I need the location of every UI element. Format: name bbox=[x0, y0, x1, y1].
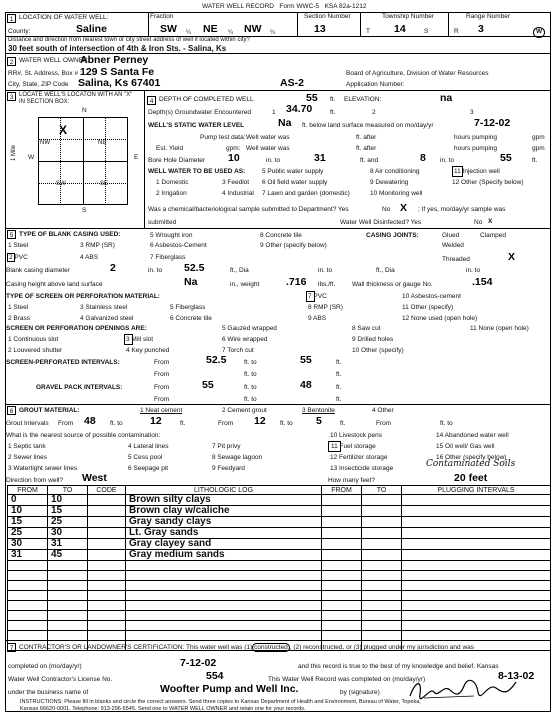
cont-septic: 1 Septic tank bbox=[8, 443, 46, 450]
signature-label: by (signature) bbox=[340, 689, 380, 696]
section5-number: 5 bbox=[7, 230, 16, 239]
screen-stainless: 3 Stainless steel bbox=[80, 304, 128, 311]
from-label: From bbox=[154, 396, 170, 403]
table-row bbox=[8, 581, 551, 591]
section-label: Section Number bbox=[304, 13, 351, 20]
north-label: N bbox=[82, 107, 87, 114]
in-to-label: in. to bbox=[148, 267, 163, 274]
ft-label: ft. bbox=[330, 96, 336, 103]
grout-to-2: 5 bbox=[316, 415, 322, 427]
nw-label: NW bbox=[40, 140, 50, 146]
grout-intervals-label: Grout Intervals bbox=[6, 420, 49, 427]
cont-fertilizer: 12 Fertilizer storage bbox=[330, 454, 388, 461]
section-value: 13 bbox=[314, 23, 326, 35]
row-from: 10 bbox=[8, 506, 48, 517]
ft-label: ft. bbox=[330, 109, 336, 116]
certification-text: CONTRACTOR'S OR LANDOWNER'S CERTIFICATION: This water well was (1) constructed , (2) reconstructed, or (3) plugged under my jurisdiction and was bbox=[19, 644, 475, 651]
grout-from-1: 48 bbox=[84, 415, 96, 427]
section6-number: 6 bbox=[7, 406, 16, 415]
divider bbox=[5, 90, 551, 91]
cont-feedyard: 9 Feedyard bbox=[212, 465, 245, 472]
ew-value: W bbox=[533, 27, 545, 38]
section7-number: 7 bbox=[7, 643, 16, 652]
record-label: This Water Well Record was completed on (mo/day/yr) bbox=[268, 676, 426, 683]
well-water-label: Well water was bbox=[246, 134, 290, 141]
grid-line bbox=[38, 183, 128, 184]
use-label: WELL WATER TO BE USED AS: bbox=[148, 168, 246, 175]
completed-value: 7-12-02 bbox=[180, 657, 217, 669]
dis-no-mark: X bbox=[488, 218, 493, 225]
open-wire: 6 Wire wrapped bbox=[222, 336, 268, 343]
east-label: E bbox=[134, 154, 139, 161]
chem-no-mark: X bbox=[400, 202, 408, 214]
open-other: 10 Other (specify) bbox=[352, 347, 404, 354]
quarter-2: NE bbox=[203, 23, 218, 35]
lbs-ft-label: lbs./ft. bbox=[318, 281, 336, 288]
row-from: 30 bbox=[8, 539, 48, 550]
as-value: AS-2 bbox=[280, 77, 304, 89]
grout-bentonite: 3 Bentonite bbox=[302, 407, 335, 414]
from-label: From bbox=[154, 384, 170, 391]
table-row bbox=[8, 611, 551, 621]
signature bbox=[404, 676, 524, 702]
form-title: WATER WELL RECORD Form WWC-5 KSA 82a-1212 bbox=[202, 3, 367, 10]
gw-1: 1 bbox=[272, 109, 276, 116]
disinfected-label: Water Well Disinfected? Yes bbox=[340, 219, 422, 226]
instructions-line2: Kansas 66620-0001. Telephone: 913-296-5545. Send one to WATER WELL OWNER and retain one for your records. bbox=[20, 706, 306, 712]
col-code: CODE bbox=[88, 486, 126, 495]
distance-value: 30 feet south of intersection of 4th & Iron Sts. - Salina, Ks bbox=[8, 44, 227, 53]
col-from: FROM bbox=[8, 486, 48, 495]
open-drilled: 9 Drilled holes bbox=[352, 336, 394, 343]
row-from: 15 bbox=[8, 517, 48, 528]
col-plugging: PLUGGING INTERVALS bbox=[402, 486, 551, 495]
table-row bbox=[8, 561, 551, 571]
screen-concrete: 6 Concrete tile bbox=[170, 315, 212, 322]
ft-label: ft. bbox=[336, 371, 342, 378]
table-row bbox=[8, 621, 551, 631]
row-to: 30 bbox=[48, 528, 88, 539]
divider bbox=[360, 12, 361, 36]
instructions-line1: INSTRUCTIONS: Please fill in blanks and circle the correct answers. Send three copies to Kansas Department of Health and Environment, Bureau of Water, Topeka, bbox=[20, 699, 421, 705]
use-aircon: 8 Air conditioning bbox=[370, 168, 420, 175]
height-value: Na bbox=[184, 276, 198, 288]
ft-to-label: ft. to bbox=[244, 359, 257, 366]
use-oilfield: 6 Oil field water supply bbox=[262, 179, 328, 186]
thickness-value: .154 bbox=[472, 276, 493, 288]
diameter-to: 52.5 bbox=[184, 262, 205, 274]
no-label: No bbox=[382, 206, 391, 213]
ft-label: ft. bbox=[532, 157, 538, 164]
hours-label: hours pumping bbox=[454, 134, 497, 141]
well-location-mark: X bbox=[59, 123, 68, 137]
direction-value: West bbox=[82, 472, 107, 484]
use-monitoring: 10 Monitoring well bbox=[370, 190, 423, 197]
address-label: RR#, St. Address, Box # : bbox=[8, 70, 82, 77]
open-continuous: 1 Continuous slot bbox=[8, 336, 59, 343]
quarter-3: NW bbox=[244, 23, 262, 35]
chem-label: Was a chemical/bacteriological sample submitted to Department? Yes bbox=[148, 206, 349, 213]
row-to: 10 bbox=[48, 495, 88, 506]
county-label: County: bbox=[8, 28, 31, 35]
casing-abs: 4 ABS bbox=[80, 254, 99, 261]
casing-rmp: 3 RMP (SR) bbox=[80, 242, 115, 249]
section2-number: 2 bbox=[7, 57, 16, 66]
screen-abs: 9 ABS bbox=[308, 315, 327, 322]
bore-to: 31 bbox=[314, 152, 326, 164]
joints-threaded: Threaded bbox=[442, 256, 470, 263]
grout-to-1: 12 bbox=[150, 415, 162, 427]
dis-no-label: No bbox=[474, 219, 483, 226]
weight-label: in., weight bbox=[230, 281, 260, 288]
open-saw: 8 Saw cut bbox=[352, 325, 381, 332]
after-label: ft. after bbox=[356, 145, 377, 152]
ne-label: NE bbox=[98, 140, 107, 146]
gpm-label: gpm bbox=[532, 145, 545, 152]
grid-line bbox=[38, 139, 128, 140]
bore-value: 10 bbox=[228, 152, 240, 164]
ft-to-label: ft. to bbox=[244, 384, 257, 391]
grout-other: 4 Other bbox=[372, 407, 394, 414]
gw-3: 3 bbox=[470, 109, 474, 116]
table-row bbox=[8, 571, 551, 581]
divider bbox=[5, 640, 551, 641]
contamination-note: Contaminated Soils bbox=[426, 459, 516, 469]
well-water-label: Well water was bbox=[246, 145, 290, 152]
locate-label: LOCATE WELL'S LOCATON WITH AN "X" IN SECTION BOX: bbox=[19, 92, 133, 105]
in-to-label: in. to bbox=[318, 267, 333, 274]
in-to-label: in. to bbox=[466, 267, 481, 274]
spi-label: SCREEN-PERFORATED INTERVALS: bbox=[6, 359, 120, 366]
ft-label: ft. bbox=[336, 396, 342, 403]
col-to: TO bbox=[48, 486, 88, 495]
business-label: under the business name of bbox=[8, 689, 89, 696]
cont-fuel: 11 Fuel storage bbox=[331, 443, 376, 450]
true-text: and this record is true to the best of my knowledge and belief. Kansas bbox=[298, 663, 499, 670]
screen-rmp: 8 RMP (SR) bbox=[308, 304, 343, 311]
after-label: ft. after bbox=[356, 134, 377, 141]
casing-other: 9 Other (specify below) bbox=[260, 242, 327, 249]
row-to: 31 bbox=[48, 539, 88, 550]
screen-label: TYPE OF SCREEN OR PERFORATION MATERIAL: bbox=[6, 293, 160, 300]
casing-fiberglass: 7 Fiberglass bbox=[150, 254, 186, 261]
row-from: 31 bbox=[8, 550, 48, 561]
use-injection: 11 Injection well bbox=[454, 168, 500, 175]
table-row bbox=[8, 495, 551, 506]
height-label: Casing height above land surface bbox=[6, 281, 103, 288]
grid-line bbox=[38, 161, 128, 162]
cont-oilgas: 15 Oil well/ Gas well bbox=[436, 443, 495, 450]
open-key: 4 Key punched bbox=[126, 347, 170, 354]
screen-pvc: 7 PVC bbox=[308, 293, 327, 300]
row-desc: Lt. Gray sands bbox=[126, 528, 322, 539]
cont-seepage: 6 Seepage pit bbox=[128, 465, 169, 472]
quarter-mark: ¼ bbox=[270, 30, 276, 36]
license-value: 554 bbox=[206, 670, 224, 682]
cont-insecticide: 13 Insecticide storage bbox=[330, 465, 394, 472]
use-irrigation: 2 Irrigation bbox=[156, 190, 187, 197]
open-gauzed: 5 Gauzed wrapped bbox=[222, 325, 277, 332]
use-domestic: 1 Domestic bbox=[156, 179, 189, 186]
row-from: 0 bbox=[8, 495, 48, 506]
grid-line bbox=[105, 117, 106, 205]
table-row bbox=[8, 591, 551, 601]
application-label: Application Number: bbox=[346, 81, 405, 88]
depth-value: 55 bbox=[306, 92, 318, 104]
spi-to: 55 bbox=[300, 354, 312, 366]
feet-value: 20 feet bbox=[454, 472, 488, 484]
record-date: 8-13-02 bbox=[498, 670, 535, 682]
ft-dia-label: ft., Dia bbox=[376, 267, 395, 274]
table-row bbox=[8, 631, 551, 641]
static-value: Na bbox=[278, 117, 292, 129]
range-value: 3 bbox=[478, 23, 484, 35]
lithologic-log-table bbox=[7, 485, 551, 651]
screen-asbestos: 10 Asbestos-cement bbox=[402, 293, 461, 300]
screen-none: 12 None used (open hole) bbox=[402, 315, 478, 322]
gpm-label: gpm bbox=[532, 134, 545, 141]
completed-label: completed on (mo/day/yr) bbox=[8, 663, 82, 670]
se-label: SE bbox=[100, 181, 109, 187]
city-value: Salina, Ks 67401 bbox=[78, 77, 161, 89]
diameter-value: 2 bbox=[110, 262, 116, 274]
cont-abandoned: 14 Abandoned water well bbox=[436, 432, 509, 439]
row-desc: Gray medium sands bbox=[126, 550, 322, 561]
casing-asbestos: 6 Asbestos-Cement bbox=[150, 242, 207, 249]
row-to: 15 bbox=[48, 506, 88, 517]
weight-value: .716 bbox=[286, 276, 307, 288]
range-label: Range Number bbox=[466, 13, 511, 20]
cont-lateral: 4 Lateral lines bbox=[128, 443, 169, 450]
cont-cesspool: 5 Cess pool bbox=[128, 454, 163, 461]
diameter-label: Blank casing diameter bbox=[6, 267, 70, 274]
static-label: WELL'S STATIC WATER LEVEL bbox=[148, 122, 245, 129]
threaded-mark: X bbox=[508, 251, 516, 263]
from-label: From bbox=[218, 420, 234, 427]
ft-label: ft. bbox=[336, 359, 342, 366]
yield-label: Est. Yield bbox=[156, 145, 184, 152]
use-dewatering: 9 Dewatering bbox=[370, 179, 409, 186]
divider bbox=[5, 228, 551, 229]
if-yes-label: ; If yes, mo/day/yr sample was bbox=[418, 206, 506, 213]
static-text: ft. below land surface measured on mo/day/yr bbox=[302, 122, 434, 129]
use-feedlot: 3 Feedlot bbox=[222, 179, 250, 186]
row-desc: Brown silty clays bbox=[126, 495, 322, 506]
fraction-label: Fraction bbox=[150, 13, 174, 20]
row-from: 25 bbox=[8, 528, 48, 539]
open-none: 11 None (open hole) bbox=[470, 325, 529, 332]
groundwater-value: 34.70 bbox=[286, 103, 313, 115]
from-label: From bbox=[154, 359, 170, 366]
open-torch: 7 Torch cut bbox=[222, 347, 254, 354]
cont-privy: 7 Pit privy bbox=[212, 443, 241, 450]
west-label: W bbox=[28, 154, 35, 161]
thickness-label: Wall thickness or gauge No. bbox=[352, 281, 433, 288]
grout-cement: 2 Cement grout bbox=[222, 407, 267, 414]
ft-and-label: ft. and bbox=[360, 157, 379, 164]
ft-to-label: ft. to bbox=[280, 420, 293, 427]
gpi-from: 55 bbox=[202, 379, 214, 391]
mile-label: 1 Mile bbox=[11, 144, 18, 162]
gpi-label: GRAVEL PACK INTERVALS: bbox=[36, 384, 123, 391]
bore2-to: 55 bbox=[500, 152, 512, 164]
in-to-label: in. to bbox=[440, 157, 455, 164]
screen-fiberglass: 5 Fiberglass bbox=[170, 304, 206, 311]
section4-number: 4 bbox=[147, 96, 156, 105]
location-label: LOCATION OF WATER WELL: bbox=[19, 14, 109, 21]
ft-label: ft. bbox=[336, 384, 342, 391]
cont-livestock: 10 Livestock pens bbox=[330, 432, 383, 439]
row-desc: Gray clayey sand bbox=[126, 539, 322, 550]
owner-value: Abner Perney bbox=[80, 54, 149, 66]
direction-label: Direction from well? bbox=[6, 477, 64, 484]
joints-welded: Welded bbox=[442, 242, 464, 249]
hours-label: hours pumping bbox=[454, 145, 497, 152]
casing-label: TYPE OF BLANK CASING USED: bbox=[19, 231, 121, 238]
gw-2: 2 bbox=[372, 109, 376, 116]
elevation-value: na bbox=[440, 92, 453, 104]
s-label: S bbox=[424, 28, 429, 35]
distance-label: Distance and direction from nearest town or city street address of well if located within city? bbox=[8, 37, 250, 43]
from-label: From bbox=[154, 371, 170, 378]
address-value: 129 S Santa Fe bbox=[80, 66, 155, 78]
col-to-2: TO bbox=[362, 486, 402, 495]
static-date: 7-12-02 bbox=[474, 117, 511, 129]
south-label: S bbox=[82, 207, 87, 214]
open-mill: 3 Mill slot bbox=[126, 336, 154, 343]
row-desc: Brown clay w/caliche bbox=[126, 506, 322, 517]
divider bbox=[148, 12, 149, 36]
col-lithologic: LITHOLOGIC LOG bbox=[126, 486, 322, 495]
from-label: From bbox=[376, 420, 392, 427]
r-label: R bbox=[454, 28, 459, 35]
grout-label: GROUT MATERIAL: bbox=[19, 407, 80, 414]
screen-other: 11 Other (specify) bbox=[402, 304, 454, 311]
grout-from-2: 12 bbox=[254, 415, 266, 427]
elevation-label: ELEVATION: bbox=[344, 96, 382, 103]
divider bbox=[5, 404, 551, 405]
t-label: T bbox=[366, 28, 370, 35]
ft-label: ft. bbox=[340, 420, 346, 427]
casing-concrete: 8 Concrete tile bbox=[260, 232, 302, 239]
cont-watertight: 3 Watertight sewer lines bbox=[8, 465, 78, 472]
screen-galvanized: 4 Galvanized steel bbox=[80, 315, 134, 322]
from-label: From bbox=[58, 420, 74, 427]
col-from-2: FROM bbox=[322, 486, 362, 495]
use-industrial: 4 Industrial bbox=[222, 190, 254, 197]
screen-brass: 2 Brass bbox=[8, 315, 31, 322]
groundwater-label: Depth(s) Groundwater Encountered bbox=[148, 109, 251, 116]
screen-steel: 1 Steel bbox=[8, 304, 29, 311]
use-lawn: 7 Lawn and garden (domestic) bbox=[262, 190, 350, 197]
section3-number: 3 bbox=[7, 92, 16, 101]
grout-neat: 1 Neat cement bbox=[140, 407, 183, 414]
ft-label: ft. bbox=[180, 420, 186, 427]
openings-label: SCREEN OR PERFORATION OPENINGS ARE: bbox=[6, 325, 147, 332]
pump-label: Pump test data: bbox=[200, 134, 246, 141]
joints-glued: Glued bbox=[442, 232, 460, 239]
row-to: 25 bbox=[48, 517, 88, 528]
county-value: Saline bbox=[76, 23, 107, 35]
sw-label: SW bbox=[56, 181, 66, 187]
township-value: 14 bbox=[394, 23, 406, 35]
feet-label: How many feet? bbox=[328, 477, 375, 484]
table-row bbox=[8, 506, 551, 517]
row-desc: Gray sandy clays bbox=[126, 517, 322, 528]
quarter-mark: ¼ bbox=[186, 30, 192, 36]
open-louvered: 2 Louvered shutter bbox=[8, 347, 63, 354]
township-label: Township Number bbox=[382, 13, 435, 20]
ft-to-label: ft. to bbox=[110, 420, 123, 427]
table-row bbox=[8, 539, 551, 550]
divider bbox=[144, 90, 145, 228]
depth-label: DEPTH OF COMPLETED WELL bbox=[159, 96, 254, 103]
casing-pvc: 2 PVC bbox=[9, 254, 28, 261]
ft-to-label: ft. to bbox=[244, 371, 257, 378]
table-row bbox=[8, 550, 551, 561]
owner-label: WATER WELL OWNER: bbox=[19, 57, 90, 64]
bore-label: Bore Hole Diameter bbox=[148, 157, 206, 164]
ft-dia-label: ft., Dia bbox=[230, 267, 249, 274]
board-label: Board of Agriculture, Division of Water Resources bbox=[346, 70, 489, 77]
in-to-label: in. to bbox=[266, 157, 281, 164]
bore2-value: 8 bbox=[420, 152, 426, 164]
quarter-mark: ¼ bbox=[228, 30, 234, 36]
use-public: 5 Public water supply bbox=[262, 168, 324, 175]
use-other: 12 Other (Specify below) bbox=[452, 179, 524, 186]
joints-label: CASING JOINTS: bbox=[366, 232, 419, 239]
city-label: City, State, ZIP Code bbox=[8, 81, 69, 88]
quarter-1: SW bbox=[160, 23, 177, 35]
cont-lagoon: 8 Sewage lagoon bbox=[212, 454, 263, 461]
table-row bbox=[8, 601, 551, 611]
table-row bbox=[8, 517, 551, 528]
contamination-label: What is the nearest source of possible contamination: bbox=[6, 432, 161, 439]
casing-wrought: 5 Wrought iron bbox=[150, 232, 193, 239]
joints-clamped: Clamped bbox=[480, 232, 507, 239]
section1-number: 1 bbox=[7, 14, 16, 23]
divider bbox=[297, 12, 298, 36]
divider bbox=[448, 12, 449, 36]
submitted-label: submitted bbox=[148, 219, 177, 226]
row-to: 45 bbox=[48, 550, 88, 561]
license-label: Water Well Contractor's License No. bbox=[8, 676, 113, 683]
gpi-to: 48 bbox=[300, 379, 312, 391]
ft-to-label: ft. to bbox=[244, 396, 257, 403]
table-row bbox=[8, 528, 551, 539]
casing-steel: 1 Steel bbox=[8, 242, 29, 249]
cont-other: 16 Other (specify below) bbox=[436, 454, 507, 461]
cont-sewer: 2 Sewer lines bbox=[8, 454, 48, 461]
business-value: Woofter Pump and Well Inc. bbox=[160, 683, 299, 695]
spi-from: 52.5 bbox=[206, 354, 227, 366]
ft-to-label: ft. to bbox=[440, 420, 453, 427]
yield-unit: gpm: bbox=[226, 145, 241, 152]
